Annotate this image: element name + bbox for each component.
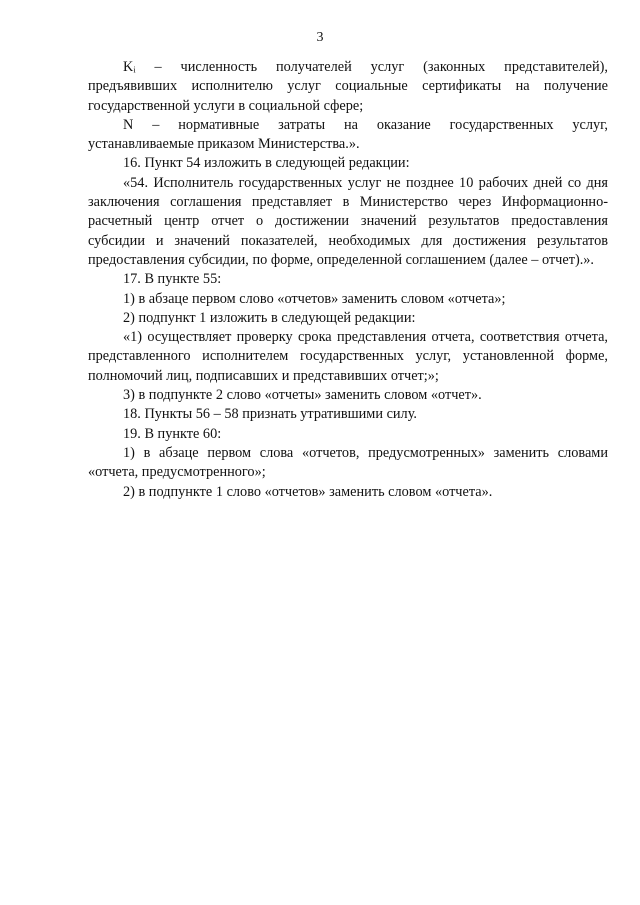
paragraph-n-definition: N – нормативные затраты на оказание государственных услуг, устанавливаемые приказом Министерства.». (88, 116, 608, 153)
paragraph-item-17: 17. В пункте 55: (123, 271, 222, 288)
paragraph-item-17-1: 1) в абзаце первом слово «отчетов» заменить словом «отчета»; (123, 290, 506, 307)
paragraph-item-19-1: 1) в абзаце первом слова «отчетов, предусмотренных» заменить словами «отчета, предусмотренного»; (88, 444, 608, 481)
paragraph-item-17-2-text: «1) осуществляет проверку срока представления отчета, соответствия отчета, представленного исполнителем государственных услуг, установленной форме, полномочий лиц, подписавших и представивших отчет;»; (88, 329, 608, 384)
document-body (88, 58, 608, 502)
paragraph-item-54-text: «54. Исполнитель государственных услуг не позднее 10 рабочих дней со дня заключения соглашения представляет в Министерство через Информационно-расчетный центр отчет о достижении значений результатов предоставления субсидии и значений показателей, необходимых для достижения результатов предоставления субсидии, по форме, определенной соглашением (далее – отчет).». (88, 174, 608, 268)
paragraph-item-18: 18. Пункты 56 – 58 признать утратившими силу. (123, 406, 417, 423)
page-number: 3 (316, 30, 324, 45)
paragraph-ki-definition: Kᵢ – численность получателей услуг (законных представителей), предъявивших исполнителю услуг социальные сертификаты на получение государственной услуги в социальной сфере; (88, 59, 608, 114)
paragraph-item-17-3: 3) в подпункте 2 слово «отчеты» заменить словом «отчет». (123, 387, 482, 404)
paragraph-item-16: 16. Пункт 54 изложить в следующей редакции: (123, 155, 410, 172)
paragraph-item-19-2: 2) в подпункте 1 слово «отчетов» заменить словом «отчета». (123, 483, 493, 500)
paragraph-item-17-2: 2) подпункт 1 изложить в следующей редакции: (123, 309, 416, 326)
paragraph-item-19: 19. В пункте 60: (123, 425, 222, 442)
